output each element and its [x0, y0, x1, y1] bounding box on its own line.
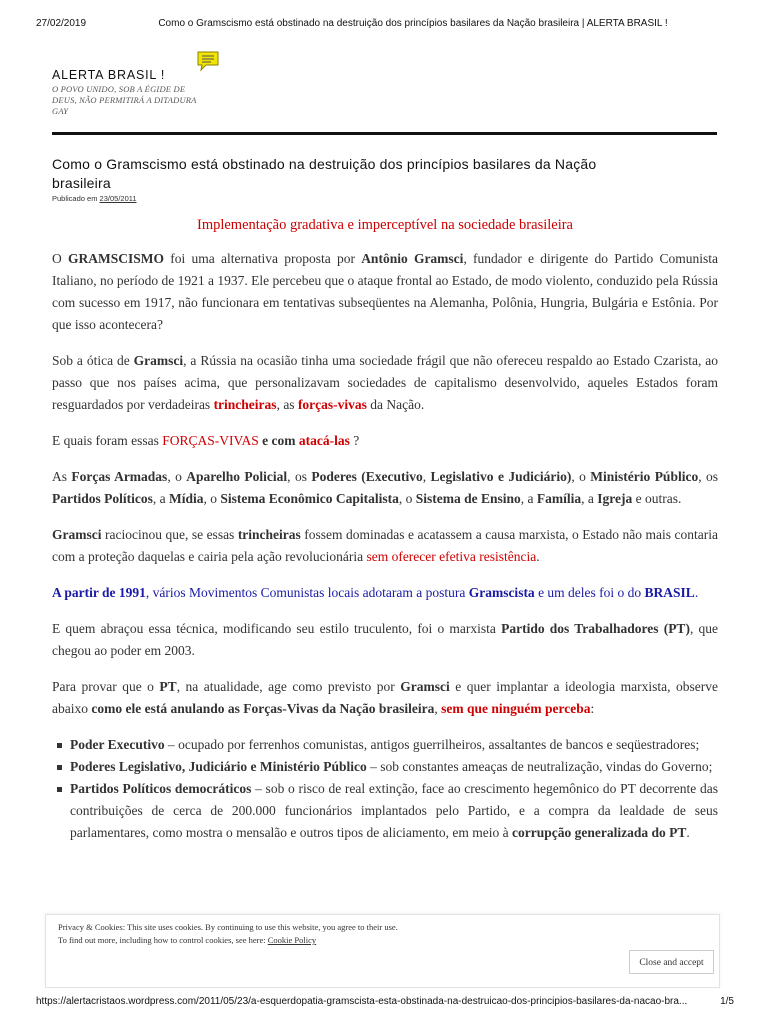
- paragraph-6: A partir de 1991, vários Movimentos Comunistas locais adotaram a postura Gramscista e um deles foi o do BRASIL.: [52, 585, 699, 600]
- comment-bubble-icon[interactable]: [196, 50, 220, 72]
- post-subtitle: Implementação gradativa e imperceptível na sociedade brasileira: [196, 217, 573, 233]
- paragraph-2: Sob a ótica de Gramsci, a Rússia na ocasião tinha uma sociedade frágil que não ofereceu respaldo ao Estado Czarista, ao passo que nos países acima, que personalizavam sociedades de capitalismo desenvolvido, aqueles Estados foram resguardados por verdadeiras trincheiras, as forças-vivas da Nação.: [52, 353, 718, 412]
- post-content: [52, 214, 718, 844]
- paragraph-3: E quais foram essas FORÇAS-VIVAS e com atacá-las ?: [52, 433, 360, 448]
- paragraph-5: Gramsci raciocinou que, se essas trincheiras fossem dominadas e acatassem a causa marxista, o Estado não mais contaria com a proteção daquelas e cairia pela ação revolucionária sem oferecer efetiva resistência.: [52, 527, 718, 564]
- list-item: Poderes Legislativo, Judiciário e Ministério Público – sob constantes ameaças de neutralização, vindas do Governo;: [70, 756, 718, 778]
- paragraph-7: E quem abraçou essa técnica, modificando seu estilo truculento, foi o marxista Partido dos Trabalhadores (PT), que chegou ao poder em 2003.: [52, 621, 718, 658]
- print-header: [0, 18, 768, 32]
- cookie-policy-link[interactable]: Cookie Policy: [267, 935, 317, 945]
- print-footer: [0, 996, 768, 1010]
- forces-list: [52, 734, 718, 844]
- list-item: Poder Executivo – ocupado por ferrenhos comunistas, antigos guerrilheiros, assaltantes de bancos e seqüestradores;: [70, 734, 718, 756]
- header-divider: [52, 132, 717, 135]
- close-and-accept-button[interactable]: Close and accept: [629, 950, 714, 974]
- cookie-notice-text: Privacy & Cookies: This site uses cookies. By continuing to use this website, you agree to their use.: [58, 922, 398, 932]
- print-page-title: Como o Gramscismo está obstinado na destruição dos princípios basilares da Nação brasileira | ALERTA BRASIL !: [158, 18, 668, 29]
- post-title: Como o Gramscismo está obstinado na destruição dos princípios basilares da Nação brasileira: [52, 156, 597, 191]
- paragraph-8: Para provar que o PT, na atualidade, age como previsto por Gramsci e quer implantar a ideologia marxista, observe abaixo como ele está anulando as Forças-Vivas da Nação brasileira, sem que ninguém perceba:: [52, 679, 718, 716]
- post-byline: [52, 194, 137, 203]
- site-title[interactable]: ALERTA BRASIL !: [52, 68, 166, 82]
- site-tagline: O POVO UNIDO, SOB A ÉGIDE DE DEUS, NÃO PERMITIRÁ A DITADURA GAY: [52, 84, 197, 116]
- list-item: Partidos Políticos democráticos – sob o risco de real extinção, face ao crescimento hegemônico do PT decorrente das contribuições de cerca de 200.000 funcionários implantados pelo Partido, e a compra da lealdade de seus parlamentares, como mostra o mensalão e outros tipos de aliciamento, em meio à corrupção generalizada do PT.: [70, 778, 718, 844]
- byline-prefix: Publicado em: [52, 194, 98, 203]
- paragraph-4: As Forças Armadas, o Aparelho Policial, os Poderes (Executivo, Legislativo e Judiciário), o Ministério Público, os Partidos Políticos, a Mídia, o Sistema Econômico Capitalista, o Sistema de Ensino, a Família, a Igreja e outras.: [52, 469, 718, 506]
- page-number: 1/5: [720, 996, 734, 1007]
- print-url: https://alertacristaos.wordpress.com/2011/05/23/a-esquerdopatia-gramscista-esta-obstinada-na-destruicao-dos-principios-basilares-da-nacao-bra...: [36, 996, 688, 1007]
- post-date-link[interactable]: 23/05/2011: [99, 194, 137, 203]
- cookie-notice: [45, 914, 720, 988]
- print-date: 27/02/2019: [36, 18, 87, 29]
- cookie-notice-more: To find out more, including how to control cookies, see here: Cookie Policy: [58, 935, 317, 945]
- paragraph-1: O GRAMSCISMO foi uma alternativa proposta por Antônio Gramsci, fundador e dirigente do Partido Comunista Italiano, no período de 1921 a 1937. Ele percebeu que o ataque frontal ao Estado, de modo violento, conduzido pela Rússia com sucesso em 1917, não funcionara em tentativas subseqüentes na Alemanha, Polônia, Hungria, Bulgária e Estônia. Por que isso acontecera?: [52, 251, 718, 332]
